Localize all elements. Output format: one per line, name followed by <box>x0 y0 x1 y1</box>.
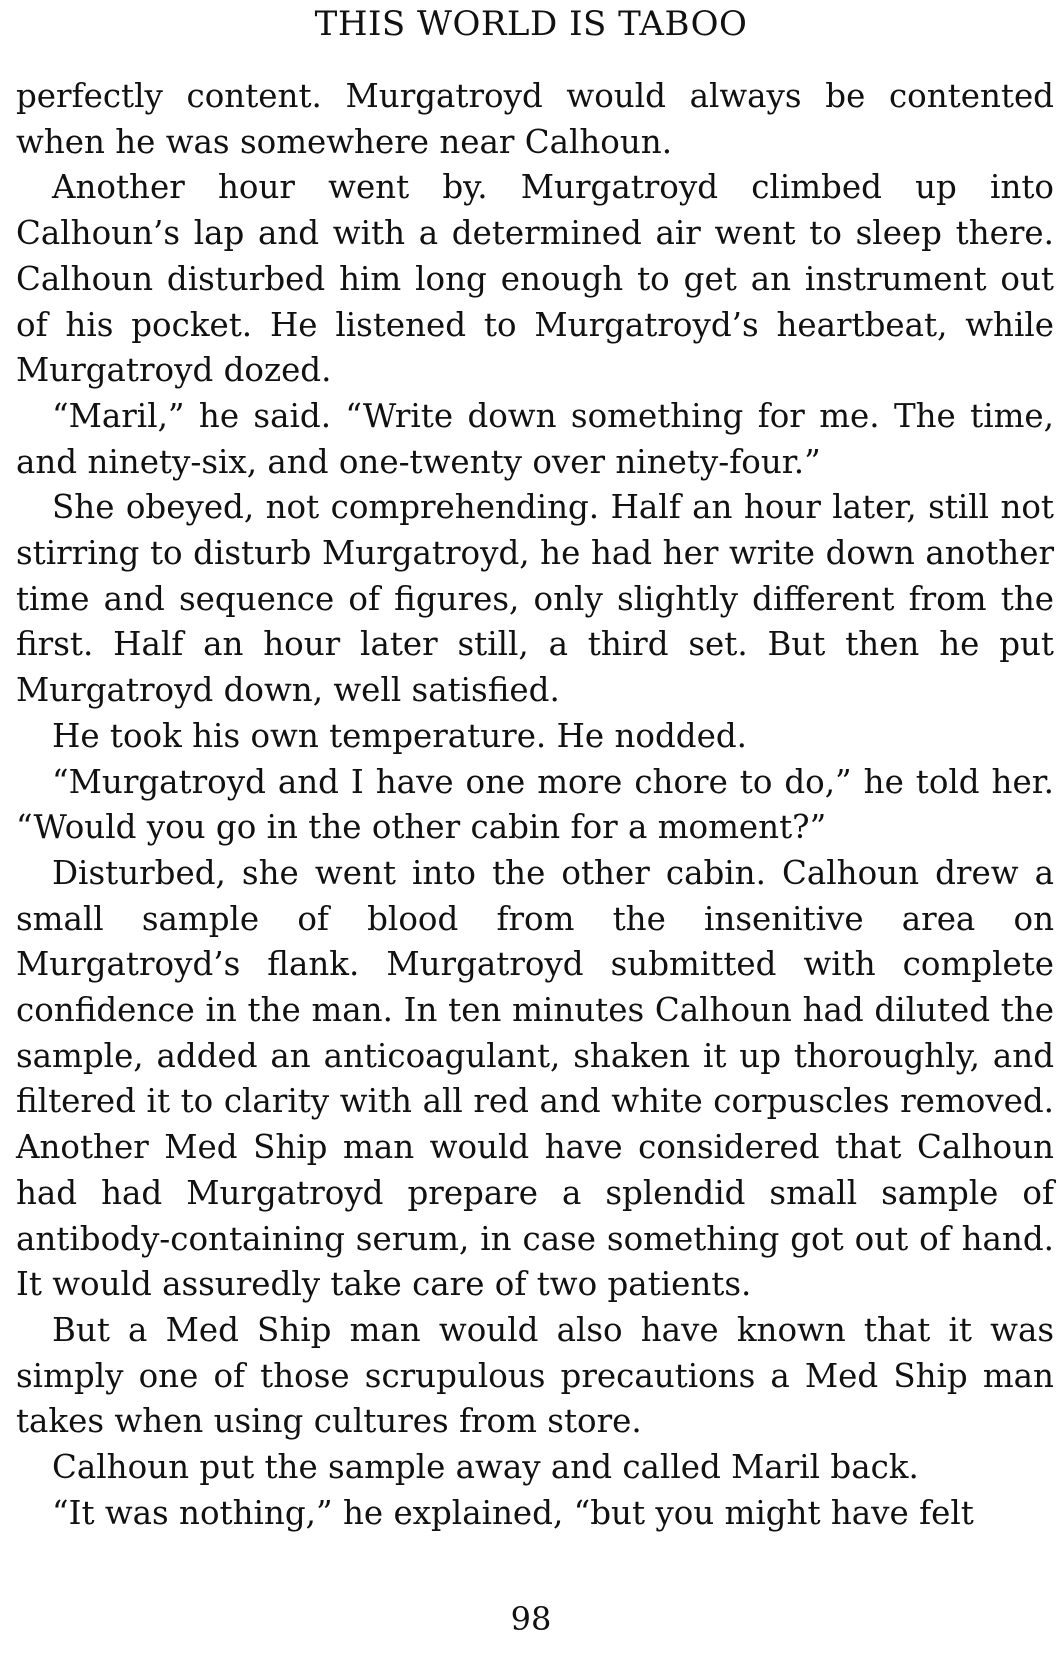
running-head: THIS WORLD IS TABOO <box>314 4 748 44</box>
page-number: 98 <box>510 1600 552 1638</box>
paragraph: perfectly content. Murgatroyd would always be contented when he was somewhere near Calhoun. <box>16 77 1054 161</box>
paragraph: “It was nothing,” he explained, “but you might have felt <box>52 1493 974 1532</box>
paragraph: But a Med Ship man would also have known that it was simply one of those scrupulous precautions a Med Ship man takes when using cultures from store. <box>16 1310 1054 1441</box>
paragraph: Another hour went by. Murgatroyd climbed up into Calhoun’s lap and with a determined air went to sleep there. Calhoun disturbed him long enough to get an instrument out of his pocket. He listened to Murgatroyd’s heartbeat, while Murgatroyd dozed. <box>16 168 1054 390</box>
body-text <box>16 74 1054 1537</box>
paragraph: He took his own temperature. He nodded. <box>52 716 747 755</box>
paragraph: “Maril,” he said. “Write down something for me. The time, and ninety-six, and one-twenty over ninety-four.” <box>16 396 1054 481</box>
paragraph: Disturbed, she went into the other cabin. Calhoun drew a small sample of blood from the insenitive area on Murgatroyd’s flank. Murgatroyd submitted with complete confidence in the man. In ten minutes Calhoun had diluted the sample, added an anticoagulant, shaken it up thoroughly, and filtered it to clarity with all red and white corpuscles removed. Another Med Ship man would have considered that Calhoun had had Murgatroyd prepare a splendid small sample of antibody-containing serum, in case something got out of hand. It would assuredly take care of two patients. <box>16 853 1054 1304</box>
paragraph: Calhoun put the sample away and called Maril back. <box>52 1448 919 1487</box>
paragraph: She obeyed, not comprehending. Half an hour later, still not stirring to disturb Murgatroyd, he had her write down another time and sequence of figures, only slightly different from the first. Half an hour later still, a third set. But then he put Murgatroyd down, well satisfied. <box>16 488 1054 710</box>
paragraph: “Murgatroyd and I have one more chore to do,” he told her. “Would you go in the other cabin for a moment?” <box>16 762 1054 847</box>
